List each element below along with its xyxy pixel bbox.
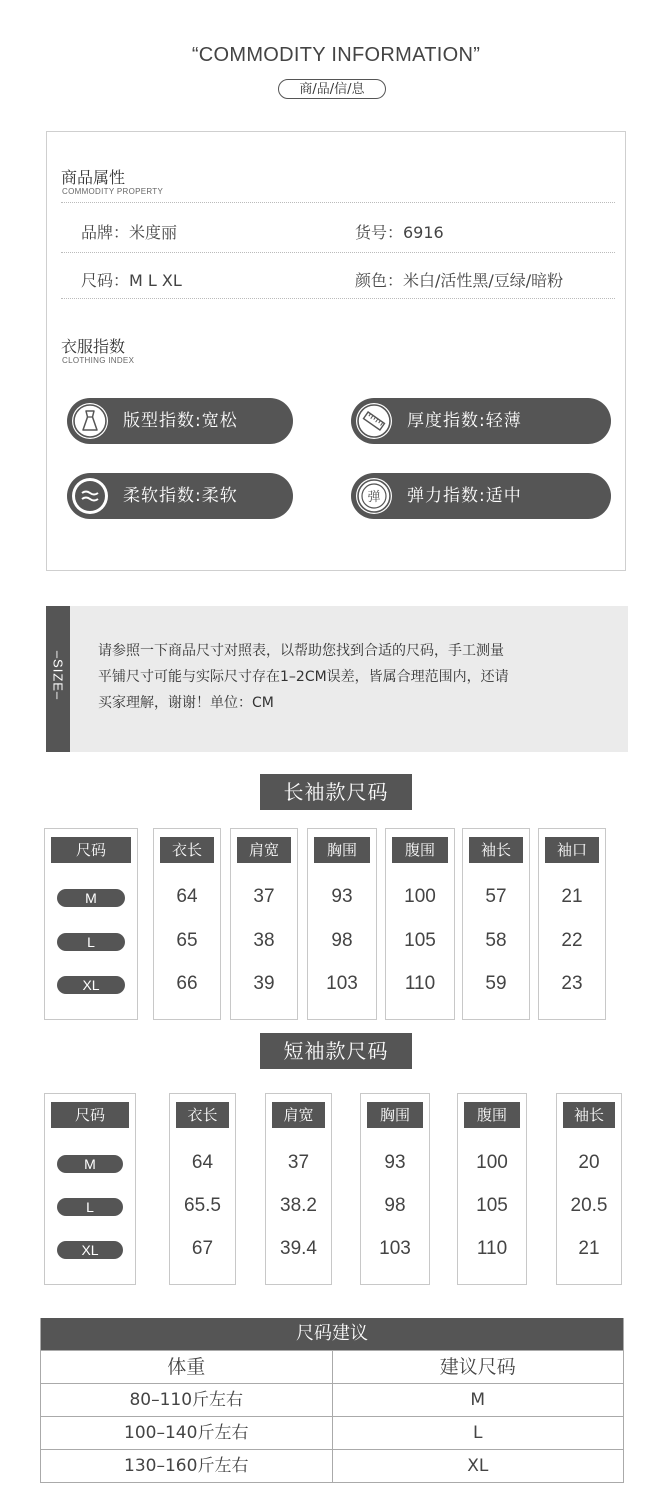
size-pill: L bbox=[57, 933, 125, 951]
size-pill: XL bbox=[57, 1241, 123, 1259]
weight-cell: 100–140斤左右 bbox=[41, 1417, 333, 1449]
table-cell: 38.2 bbox=[280, 1195, 317, 1216]
table-cell: 58 bbox=[485, 930, 507, 951]
size-column bbox=[44, 828, 138, 1020]
table-cell: 37 bbox=[287, 1152, 310, 1173]
table-cell: 21 bbox=[578, 1238, 600, 1259]
measure-column bbox=[230, 828, 298, 1020]
table-cell: 64 bbox=[176, 886, 198, 907]
size-pill: XL bbox=[57, 976, 125, 994]
table-cell: 57 bbox=[485, 886, 507, 907]
table-cell: 98 bbox=[331, 930, 353, 951]
measure-column bbox=[462, 828, 530, 1020]
table-cell: 67 bbox=[191, 1238, 214, 1259]
table-cell: 103 bbox=[326, 973, 358, 994]
table-cell: 65 bbox=[176, 930, 198, 951]
svg-text:弹: 弹 bbox=[367, 490, 381, 505]
divider bbox=[61, 298, 615, 299]
size-note-line: 买家理解，谢谢！单位：CM bbox=[98, 695, 274, 711]
item-number-text: 货号：6916 bbox=[355, 223, 444, 242]
column-header: 肩宽 bbox=[237, 837, 291, 863]
size-cell: M bbox=[470, 1390, 486, 1410]
table-cell: 64 bbox=[191, 1152, 214, 1173]
table-cell: 66 bbox=[176, 973, 198, 994]
weight-cell: 130–160斤左右 bbox=[41, 1450, 333, 1482]
table-cell: 93 bbox=[384, 1152, 406, 1173]
table-cell: 110 bbox=[476, 1238, 508, 1259]
table-cell: 39.4 bbox=[280, 1238, 317, 1259]
table-cell: 65.5 bbox=[184, 1195, 221, 1216]
softness-index-label: 柔软指数:柔软 bbox=[123, 486, 238, 506]
colors-text: 颜色：米白/活性黑/豆绿/暗粉 bbox=[355, 271, 564, 290]
table-cell: 20.5 bbox=[570, 1195, 608, 1216]
column-header: 袖口 bbox=[545, 837, 599, 863]
property-title: 商品属性 bbox=[61, 168, 126, 187]
column-header: 尺码 bbox=[51, 837, 131, 863]
table-cell: 100 bbox=[476, 1152, 508, 1173]
column-header: 腹围 bbox=[464, 1102, 520, 1128]
size-side-label: –SIZE– bbox=[50, 650, 66, 701]
table-cell: 38 bbox=[253, 930, 275, 951]
measure-column bbox=[538, 828, 606, 1020]
wave-icon bbox=[72, 478, 108, 514]
thickness-index-label: 厚度指数:轻薄 bbox=[407, 411, 522, 431]
table-cell: 21 bbox=[561, 886, 583, 907]
size-cell: XL bbox=[467, 1456, 489, 1476]
sizes-text: 尺码：M L XL bbox=[81, 271, 182, 290]
page-subtitle: 商/品/信/息 bbox=[278, 79, 386, 99]
measure-column bbox=[385, 828, 455, 1020]
table-cell: 105 bbox=[476, 1195, 508, 1216]
size-note-text bbox=[98, 638, 608, 716]
recommendation-title: 尺码建议 bbox=[41, 1318, 623, 1350]
recommendation-header-row bbox=[41, 1350, 623, 1383]
size-header: 建议尺码 bbox=[439, 1356, 516, 1378]
measure-column bbox=[307, 828, 377, 1020]
property-subtitle: COMMODITY PROPERTY bbox=[62, 187, 164, 196]
table-cell: 20 bbox=[578, 1152, 600, 1173]
table-cell: 98 bbox=[384, 1195, 406, 1216]
column-header: 袖长 bbox=[563, 1102, 615, 1128]
table-row bbox=[41, 1416, 623, 1449]
column-header: 胸围 bbox=[367, 1102, 423, 1128]
commodity-info-box bbox=[46, 131, 626, 571]
table-cell: 103 bbox=[379, 1238, 411, 1259]
table-cell: 105 bbox=[404, 930, 436, 951]
table-row bbox=[41, 1383, 623, 1416]
divider bbox=[61, 252, 615, 253]
divider bbox=[61, 202, 615, 203]
table-cell: 59 bbox=[485, 973, 507, 994]
measure-column bbox=[265, 1093, 332, 1285]
clothing-index-subtitle: CLOTHING INDEX bbox=[62, 356, 135, 365]
size-column bbox=[44, 1093, 136, 1285]
thickness-index-pill bbox=[351, 398, 611, 444]
size-note-line: 平铺尺寸可能与实际尺寸存在1–2CM误差，皆属合理范围内，还请 bbox=[98, 669, 509, 685]
brand-text: 品牌：米度丽 bbox=[81, 223, 178, 242]
table-cell: 100 bbox=[404, 886, 436, 907]
softness-index-pill bbox=[67, 473, 293, 519]
dress-icon bbox=[72, 403, 108, 439]
table-cell: 23 bbox=[561, 973, 583, 994]
short-sleeve-title: 短袖款尺码 bbox=[260, 1033, 412, 1069]
size-side-label-bar bbox=[46, 606, 70, 752]
size-cell: L bbox=[473, 1423, 483, 1443]
weight-header: 体重 bbox=[41, 1351, 333, 1383]
measure-column bbox=[169, 1093, 236, 1285]
table-cell: 39 bbox=[253, 973, 275, 994]
column-header: 袖长 bbox=[469, 837, 523, 863]
weight-cell: 80–110斤左右 bbox=[41, 1384, 333, 1416]
elasticity-index-label: 弹力指数:适中 bbox=[407, 486, 522, 506]
fit-index-label: 版型指数:宽松 bbox=[123, 411, 238, 431]
column-header: 腹围 bbox=[392, 837, 448, 863]
table-cell: 110 bbox=[404, 973, 436, 994]
column-header: 胸围 bbox=[314, 837, 370, 863]
table-row bbox=[41, 1449, 623, 1482]
ruler-icon bbox=[356, 403, 392, 439]
measure-column bbox=[360, 1093, 430, 1285]
elasticity-index-pill bbox=[351, 473, 611, 519]
size-pill: M bbox=[57, 889, 125, 907]
size-pill: L bbox=[57, 1198, 123, 1216]
column-header: 肩宽 bbox=[272, 1102, 325, 1128]
table-cell: 93 bbox=[331, 886, 353, 907]
column-header: 尺码 bbox=[51, 1102, 129, 1128]
column-header: 衣长 bbox=[176, 1102, 229, 1128]
elastic-icon bbox=[356, 478, 392, 514]
column-header: 衣长 bbox=[160, 837, 214, 863]
long-sleeve-title: 长袖款尺码 bbox=[260, 774, 412, 810]
measure-column bbox=[457, 1093, 527, 1285]
table-cell: 37 bbox=[253, 886, 275, 907]
page-title: “COMMODITY INFORMATION” bbox=[191, 44, 481, 66]
table-cell: 22 bbox=[561, 930, 583, 951]
size-pill: M bbox=[57, 1155, 123, 1173]
measure-column bbox=[556, 1093, 622, 1285]
size-note-line: 请参照一下商品尺寸对照表，以帮助您找到合适的尺码，手工测量 bbox=[98, 643, 504, 659]
measure-column bbox=[153, 828, 221, 1020]
size-recommendation-table bbox=[40, 1318, 624, 1483]
fit-index-pill bbox=[67, 398, 293, 444]
clothing-index-title: 衣服指数 bbox=[61, 337, 126, 356]
